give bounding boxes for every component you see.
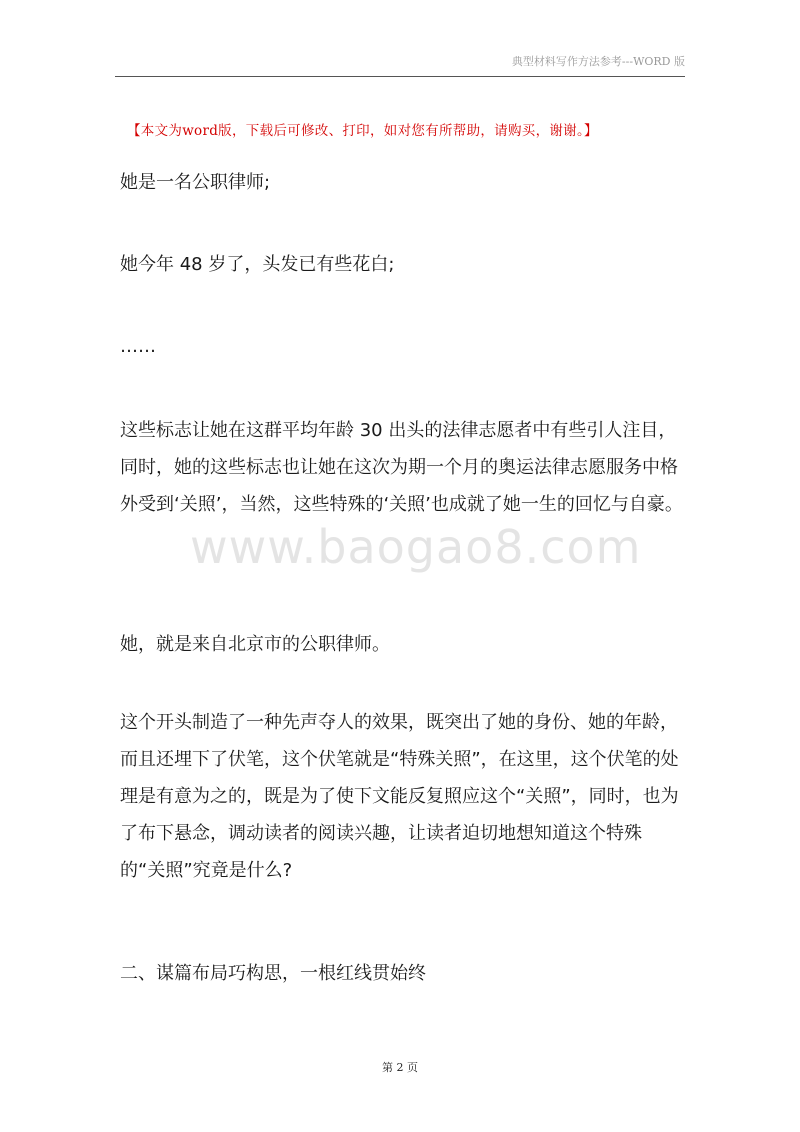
- paragraph-ellipsis: ……: [120, 336, 156, 357]
- page-header: [115, 52, 685, 77]
- paragraph-2: 她今年 48 岁了，头发已有些花白;: [120, 254, 395, 275]
- paragraph-6: 这个开头制造了一种先声夺人的效果，既突出了她的身份、她的年龄，而且还埋下了伏笔，这个伏笔就是“特殊关照”，在这里，这个伏笔的处理是有意为之的，既是为了使下文能反复照应这个“关照”，同时，也为了布下悬念，调动读者的阅读兴趣，让读者迫切地想知道这个特殊的“关照”究竟是什么?: [120, 712, 679, 881]
- page-footer: [0, 1059, 800, 1075]
- page-number: 第 2 页: [382, 1061, 418, 1074]
- watermark: www.baogao8.com: [190, 520, 642, 574]
- paragraph-1: 她是一名公职律师;: [120, 172, 271, 193]
- paragraph-5: 她，就是来自北京市的公职律师。: [120, 634, 390, 655]
- paragraph-4: 这些标志让她在这群平均年龄 30 出头的法律志愿者中有些引人注目，同时，她的这些标志也让她在这次为期一个月的奥运法律志愿服务中格外受到‘关照’，当然，这些特殊的‘关照’也成就了她一生的回忆与自豪。: [120, 420, 683, 515]
- header-title: 典型材料写作方法参考---WORD 版: [511, 55, 685, 68]
- download-notice: 【本文为word版，下载后可修改、打印，如对您有所帮助，请购买，谢谢。】: [127, 123, 598, 139]
- section-heading: 二、谋篇布局巧构思，一根红线贯始终: [120, 963, 426, 984]
